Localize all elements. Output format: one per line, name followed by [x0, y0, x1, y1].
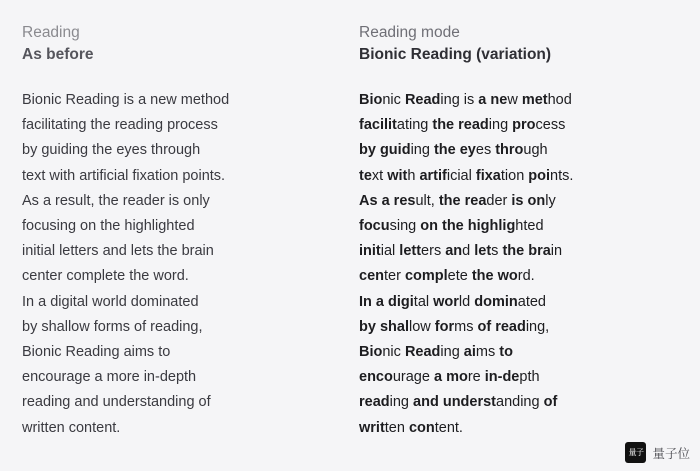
text-line: text with artificial fixation points. [22, 167, 226, 184]
right-body-text [359, 88, 676, 441]
watermark [625, 442, 690, 463]
text-line: focusing on the highlighted [22, 218, 195, 235]
text-line: Bionic Reading is a new method [22, 92, 230, 108]
text-line: As a result, the reader is only [359, 192, 556, 209]
text-line: initial letters and lets the brain [359, 243, 563, 260]
text-line: Bionic Reading aims to [22, 344, 171, 361]
text-line: center complete the word. [22, 268, 189, 285]
text-line: encourage a more in-depth [359, 369, 540, 386]
watermark-label: 量子位 [652, 445, 690, 461]
text-line: Bionic Reading is a new method [359, 92, 572, 108]
text-line: written content. [22, 419, 121, 436]
right-heading-title: Reading mode [359, 24, 460, 41]
text-line: initial letters and lets the brain [22, 243, 214, 260]
text-line: by guiding the eyes through [359, 142, 548, 159]
text-line: focusing on the highlighted [359, 218, 544, 235]
text-line: Bionic Reading aims to [359, 344, 513, 361]
right-column [349, 22, 676, 471]
text-line: As a result, the reader is only [22, 192, 210, 209]
left-heading [22, 22, 333, 66]
text-line: In a digital world dominated [22, 293, 199, 310]
text-line: facilitating the reading process [359, 117, 566, 134]
text-line: In a digital world dominated [359, 293, 546, 310]
text-line: reading and understanding of [359, 394, 558, 411]
text-line: reading and understanding of [22, 394, 211, 411]
text-line: text with artificial fixation points. [359, 167, 574, 184]
right-heading-subtitle: Bionic Reading (variation) [359, 46, 552, 63]
text-line: by shallow forms of reading, [22, 318, 203, 335]
text-line: facilitating the reading process [22, 117, 218, 134]
text-line: by shallow forms of reading, [359, 318, 550, 335]
left-body-text [22, 88, 333, 441]
text-line: encourage a more in-depth [22, 369, 197, 386]
text-line: center complete the word. [359, 268, 535, 285]
left-column [22, 22, 349, 471]
text-line: written content. [359, 419, 463, 436]
watermark-logo: 量子 [625, 442, 646, 463]
left-heading-subtitle: As before [22, 46, 94, 63]
left-heading-title: Reading [22, 24, 80, 41]
text-line: by guiding the eyes through [22, 142, 201, 159]
right-heading [359, 22, 676, 66]
